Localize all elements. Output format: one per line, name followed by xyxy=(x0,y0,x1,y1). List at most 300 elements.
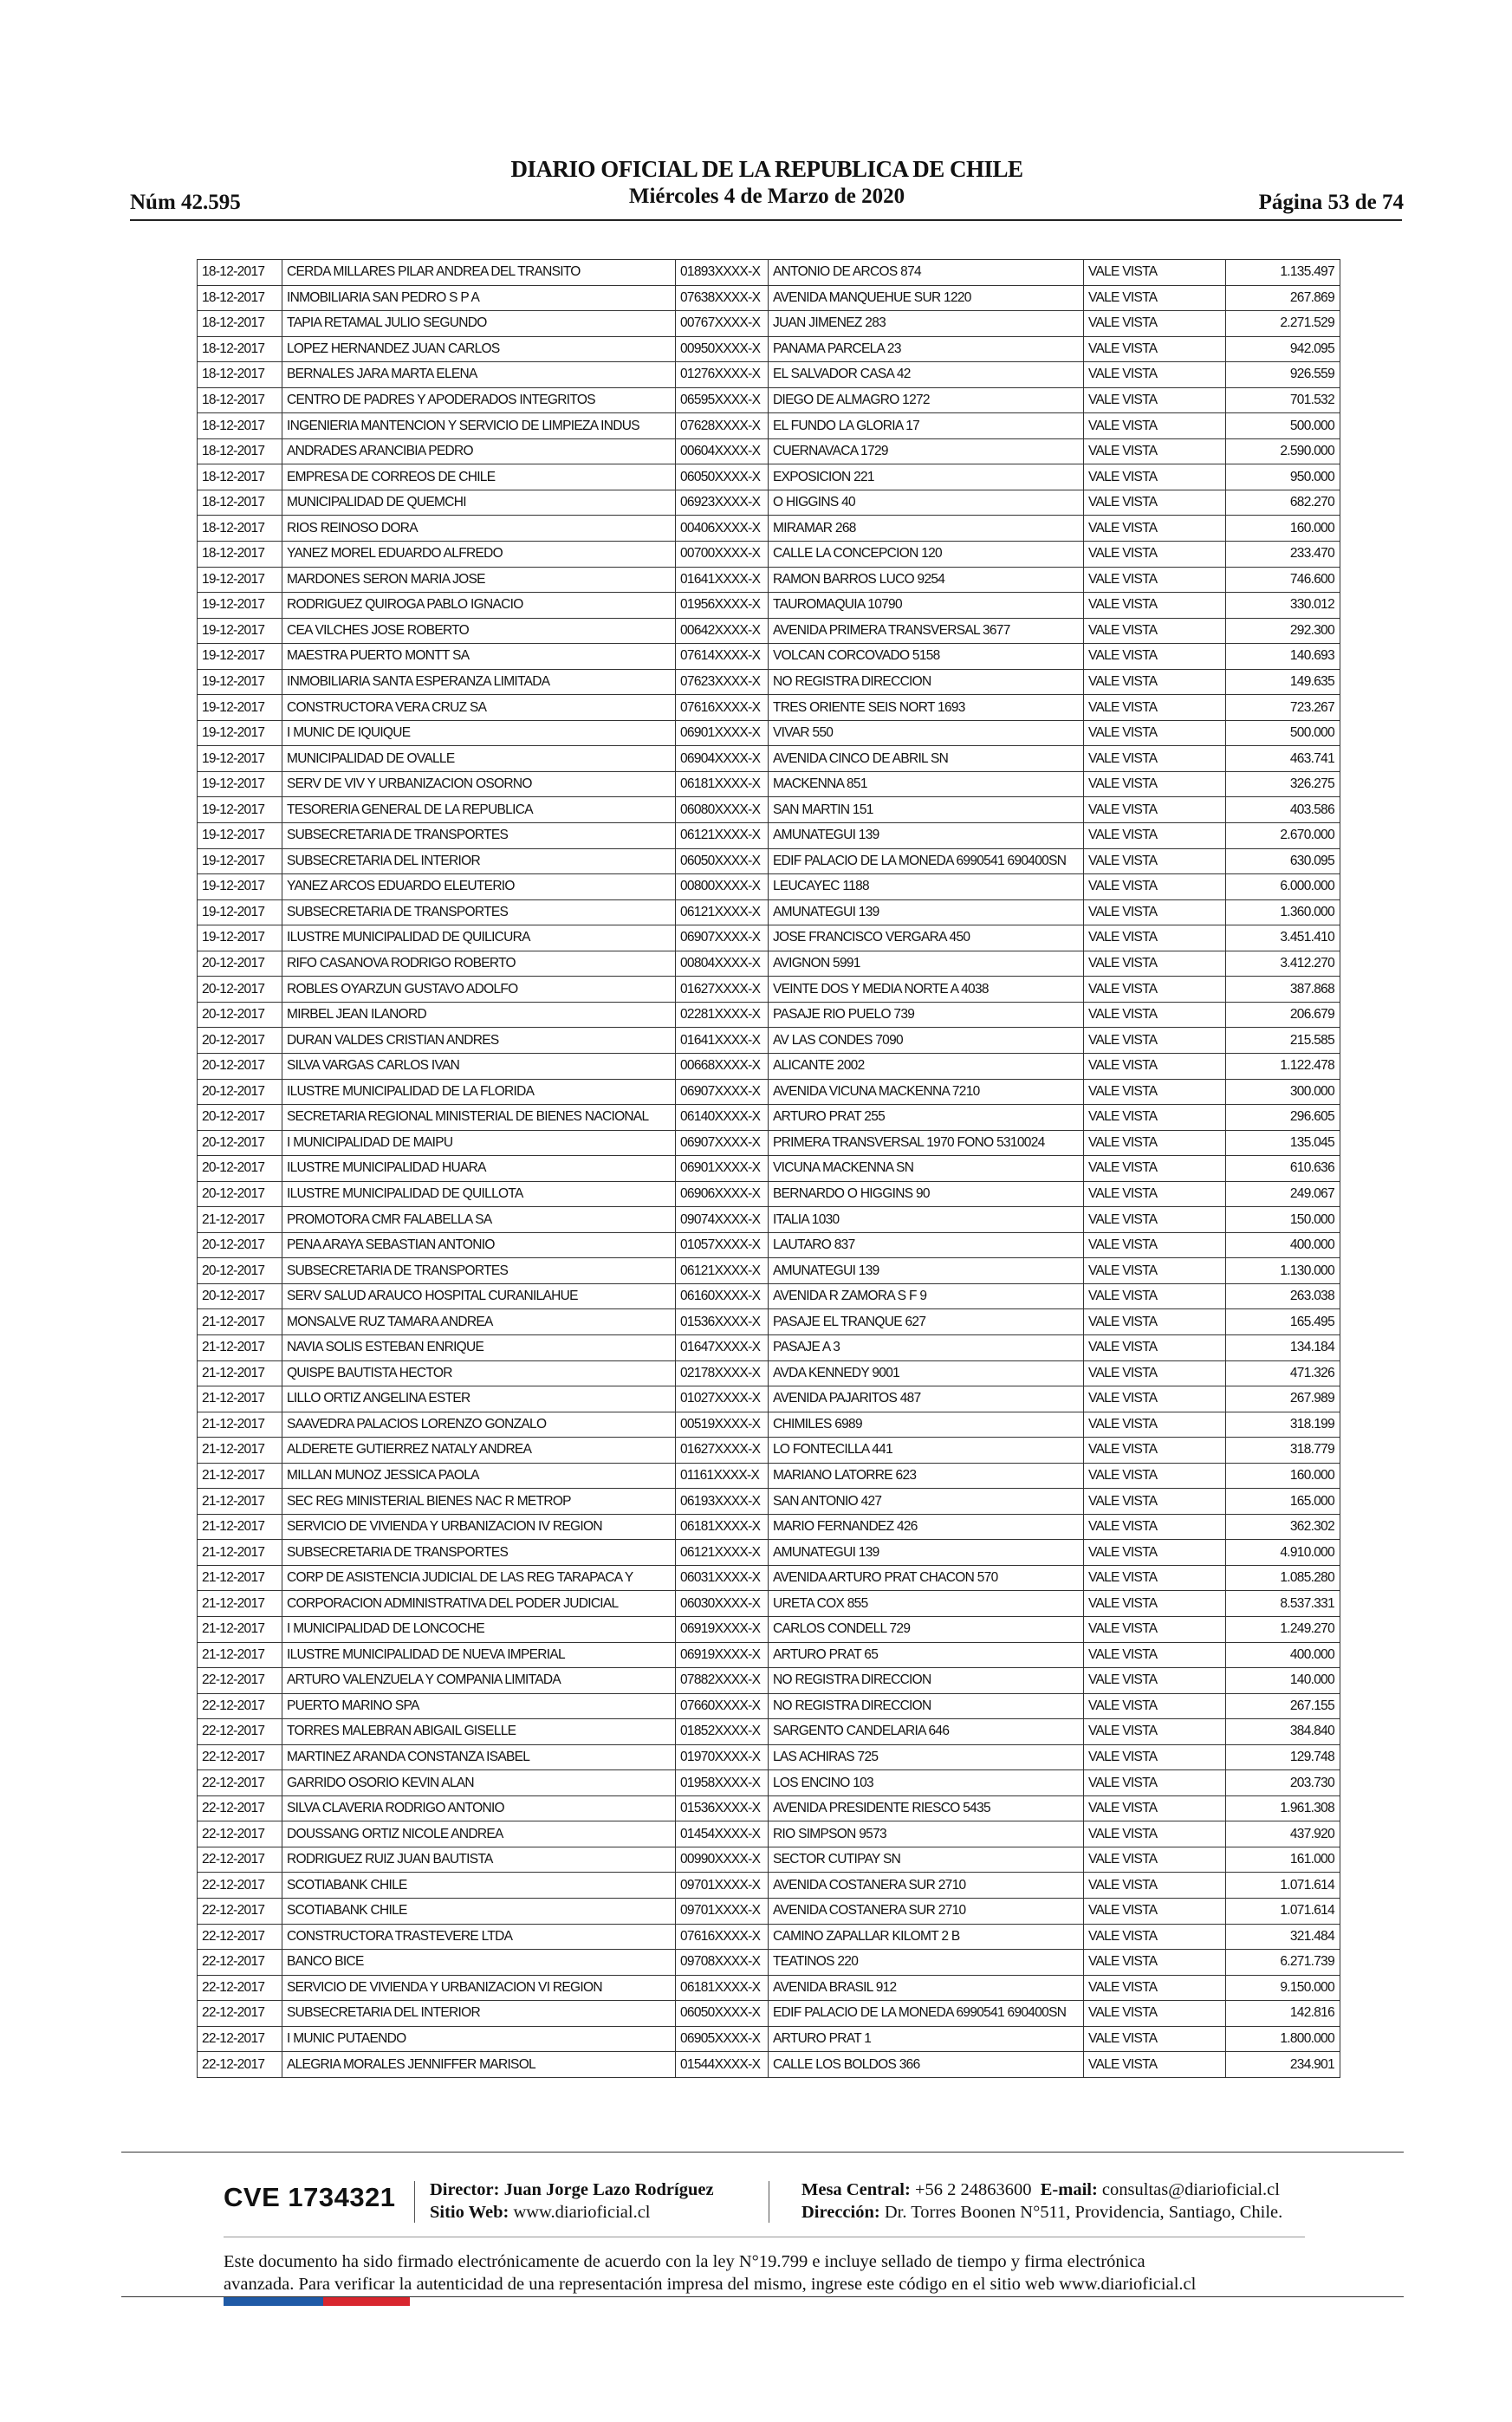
amount-cell: 2.271.529 xyxy=(1226,311,1340,337)
rut-cell: 06181XXXX-X xyxy=(676,1514,769,1540)
beneficiary-cell: TAPIA RETAMAL JULIO SEGUNDO xyxy=(282,311,676,337)
date-cell: 20-12-2017 xyxy=(198,977,282,1003)
table-row xyxy=(198,1770,1340,1796)
rut-cell: 06160XXXX-X xyxy=(676,1283,769,1309)
address-cell: NO REGISTRA DIRECCION xyxy=(769,1693,1084,1719)
date-cell: 21-12-2017 xyxy=(198,1463,282,1489)
amount-cell: 1.360.000 xyxy=(1226,899,1340,925)
table-row xyxy=(198,1642,1340,1668)
date-cell: 20-12-2017 xyxy=(198,1053,282,1079)
address-cell: MACKENNA 851 xyxy=(769,771,1084,797)
email-link[interactable]: consultas@diarioficial.cl xyxy=(1101,2180,1280,2199)
amount-cell: 682.270 xyxy=(1226,490,1340,516)
date-cell: 19-12-2017 xyxy=(198,925,282,951)
amount-cell: 746.600 xyxy=(1226,567,1340,593)
table-row xyxy=(198,1591,1340,1617)
date-cell: 20-12-2017 xyxy=(198,1079,282,1105)
table-row xyxy=(198,490,1340,516)
rut-cell: 06121XXXX-X xyxy=(676,1540,769,1566)
table-row xyxy=(198,925,1340,951)
payment-type-cell: VALE VISTA xyxy=(1084,1386,1226,1412)
amount-cell: 135.045 xyxy=(1226,1130,1340,1156)
date-cell: 19-12-2017 xyxy=(198,899,282,925)
rut-cell: 06181XXXX-X xyxy=(676,771,769,797)
mesa-label: Mesa Central: xyxy=(801,2180,911,2199)
site-link[interactable]: www.diarioficial.cl xyxy=(513,2203,651,2222)
masthead xyxy=(130,156,1404,209)
beneficiary-cell: SUBSECRETARIA DE TRANSPORTES xyxy=(282,899,676,925)
director-name: Juan Jorge Lazo Rodríguez xyxy=(503,2180,714,2199)
beneficiary-cell: MUNICIPALIDAD DE OVALLE xyxy=(282,746,676,772)
address-cell: AVIGNON 5991 xyxy=(769,951,1084,977)
beneficiary-cell: BERNALES JARA MARTA ELENA xyxy=(282,362,676,388)
address-cell: LAUTARO 837 xyxy=(769,1232,1084,1258)
table-row xyxy=(198,823,1340,849)
payment-type-cell: VALE VISTA xyxy=(1084,1950,1226,1976)
payment-type-cell: VALE VISTA xyxy=(1084,1207,1226,1233)
table-row xyxy=(198,618,1340,644)
date-cell: 21-12-2017 xyxy=(198,1412,282,1438)
date-cell: 19-12-2017 xyxy=(198,567,282,593)
rut-cell: 01641XXXX-X xyxy=(676,1028,769,1054)
address-cell: MARIANO LATORRE 623 xyxy=(769,1463,1084,1489)
amount-cell: 1.135.497 xyxy=(1226,260,1340,286)
beneficiary-cell: RODRIGUEZ RUIZ JUAN BAUTISTA xyxy=(282,1847,676,1873)
table-row xyxy=(198,542,1340,568)
payment-type-cell: VALE VISTA xyxy=(1084,1642,1226,1668)
date-cell: 22-12-2017 xyxy=(198,1975,282,2001)
payment-type-cell: VALE VISTA xyxy=(1084,1770,1226,1796)
amount-cell: 160.000 xyxy=(1226,516,1340,542)
address-cell: PRIMERA TRANSVERSAL 1970 FONO 5310024 xyxy=(769,1130,1084,1156)
table-row xyxy=(198,1950,1340,1976)
table-row xyxy=(198,362,1340,388)
table-row xyxy=(198,516,1340,542)
date-cell: 18-12-2017 xyxy=(198,413,282,439)
payment-type-cell: VALE VISTA xyxy=(1084,2026,1226,2052)
payment-type-cell: VALE VISTA xyxy=(1084,336,1226,362)
address-cell: SAN MARTIN 151 xyxy=(769,797,1084,823)
rut-cell: 09708XXXX-X xyxy=(676,1950,769,1976)
payment-type-cell: VALE VISTA xyxy=(1084,848,1226,874)
date-cell: 19-12-2017 xyxy=(198,618,282,644)
payment-type-cell: VALE VISTA xyxy=(1084,1540,1226,1566)
date-cell: 22-12-2017 xyxy=(198,1847,282,1873)
address-cell: URETA COX 855 xyxy=(769,1591,1084,1617)
date-cell: 18-12-2017 xyxy=(198,260,282,286)
legal-line: Este documento ha sido firmado electrónicamente de acuerdo con la ley N°19.799 e incluye sellado de tiempo y firma electrónica xyxy=(224,2252,1145,2271)
payment-type-cell: VALE VISTA xyxy=(1084,1899,1226,1925)
rut-cell: 01544XXXX-X xyxy=(676,2052,769,2078)
rut-cell: 00406XXXX-X xyxy=(676,516,769,542)
amount-cell: 142.816 xyxy=(1226,2001,1340,2027)
rut-cell: 06923XXXX-X xyxy=(676,490,769,516)
address-cell: AVENIDA VICUNA MACKENNA 7210 xyxy=(769,1079,1084,1105)
amount-cell: 437.920 xyxy=(1226,1821,1340,1847)
payment-type-cell: VALE VISTA xyxy=(1084,1181,1226,1207)
table-row xyxy=(198,746,1340,772)
table-row xyxy=(198,1207,1340,1233)
table-row xyxy=(198,669,1340,695)
address-cell: AVENIDA R ZAMORA S F 9 xyxy=(769,1283,1084,1309)
address-cell: VEINTE DOS Y MEDIA NORTE A 4038 xyxy=(769,977,1084,1003)
email-label: E-mail: xyxy=(1040,2180,1098,2199)
address-cell: CALLE LOS BOLDOS 366 xyxy=(769,2052,1084,2078)
amount-cell: 500.000 xyxy=(1226,413,1340,439)
rut-cell: 06140XXXX-X xyxy=(676,1105,769,1131)
payment-type-cell: VALE VISTA xyxy=(1084,644,1226,670)
rut-cell: 06050XXXX-X xyxy=(676,464,769,490)
payment-type-cell: VALE VISTA xyxy=(1084,1156,1226,1182)
beneficiary-cell: CEA VILCHES JOSE ROBERTO xyxy=(282,618,676,644)
rut-cell: 06030XXXX-X xyxy=(676,1591,769,1617)
amount-cell: 267.989 xyxy=(1226,1386,1340,1412)
date-cell: 19-12-2017 xyxy=(198,644,282,670)
page-number: Página 53 de 74 xyxy=(1258,191,1404,214)
beneficiary-cell: SERVICIO DE VIVIENDA Y URBANIZACION IV REGION xyxy=(282,1514,676,1540)
date-cell: 21-12-2017 xyxy=(198,1309,282,1335)
address-cell: PANAMA PARCELA 23 xyxy=(769,336,1084,362)
rut-cell: 06031XXXX-X xyxy=(676,1565,769,1591)
amount-cell: 1.071.614 xyxy=(1226,1873,1340,1899)
beneficiary-cell: LILLO ORTIZ ANGELINA ESTER xyxy=(282,1386,676,1412)
rut-cell: 06907XXXX-X xyxy=(676,1130,769,1156)
payment-type-cell: VALE VISTA xyxy=(1084,1668,1226,1694)
payment-type-cell: VALE VISTA xyxy=(1084,1975,1226,2001)
address-cell: AVENIDA PRIMERA TRANSVERSAL 3677 xyxy=(769,618,1084,644)
amount-cell: 300.000 xyxy=(1226,1079,1340,1105)
beneficiary-cell: SEC REG MINISTERIAL BIENES NAC R METROP xyxy=(282,1489,676,1515)
date-cell: 22-12-2017 xyxy=(198,1668,282,1694)
rut-cell: 01647XXXX-X xyxy=(676,1334,769,1360)
payment-type-cell: VALE VISTA xyxy=(1084,1591,1226,1617)
beneficiary-cell: CONSTRUCTORA TRASTEVERE LTDA xyxy=(282,1924,676,1950)
payment-type-cell: VALE VISTA xyxy=(1084,1309,1226,1335)
amount-cell: 140.000 xyxy=(1226,1668,1340,1694)
table-row xyxy=(198,899,1340,925)
address-cell: DIEGO DE ALMAGRO 1272 xyxy=(769,387,1084,413)
beneficiary-cell: PUERTO MARINO SPA xyxy=(282,1693,676,1719)
date-cell: 20-12-2017 xyxy=(198,951,282,977)
rut-cell: 00800XXXX-X xyxy=(676,874,769,900)
table-row xyxy=(198,387,1340,413)
amount-cell: 9.150.000 xyxy=(1226,1975,1340,2001)
date-cell: 19-12-2017 xyxy=(198,797,282,823)
address-cell: EDIF PALACIO DE LA MONEDA 6990541 690400SN xyxy=(769,848,1084,874)
address-cell: EL SALVADOR CASA 42 xyxy=(769,362,1084,388)
table-row xyxy=(198,1873,1340,1899)
amount-cell: 150.000 xyxy=(1226,1207,1340,1233)
address-cell: SECTOR CUTIPAY SN xyxy=(769,1847,1084,1873)
payment-type-cell: VALE VISTA xyxy=(1084,567,1226,593)
date-cell: 18-12-2017 xyxy=(198,542,282,568)
table-row xyxy=(198,2026,1340,2052)
payment-type-cell: VALE VISTA xyxy=(1084,387,1226,413)
beneficiary-cell: MIRBEL JEAN ILANORD xyxy=(282,1002,676,1028)
payment-type-cell: VALE VISTA xyxy=(1084,720,1226,746)
address-label: Dirección: xyxy=(801,2203,880,2222)
rut-cell: 00519XXXX-X xyxy=(676,1412,769,1438)
beneficiary-cell: ARTURO VALENZUELA Y COMPANIA LIMITADA xyxy=(282,1668,676,1694)
brand-bar-red xyxy=(323,2297,410,2306)
beneficiary-cell: MUNICIPALIDAD DE QUEMCHI xyxy=(282,490,676,516)
amount-cell: 384.840 xyxy=(1226,1719,1340,1745)
page-header xyxy=(130,156,1404,225)
table-row xyxy=(198,1412,1340,1438)
publication-title: DIARIO OFICIAL DE LA REPUBLICA DE CHILE xyxy=(510,156,1023,182)
amount-cell: 318.779 xyxy=(1226,1438,1340,1464)
payment-type-cell: VALE VISTA xyxy=(1084,542,1226,568)
amount-cell: 215.585 xyxy=(1226,1028,1340,1054)
address-cell: EL FUNDO LA GLORIA 17 xyxy=(769,413,1084,439)
address-cell: CALLE LA CONCEPCION 120 xyxy=(769,542,1084,568)
address-cell: AVENIDA COSTANERA SUR 2710 xyxy=(769,1873,1084,1899)
date-cell: 21-12-2017 xyxy=(198,1386,282,1412)
date-cell: 20-12-2017 xyxy=(198,1258,282,1284)
date-cell: 21-12-2017 xyxy=(198,1540,282,1566)
beneficiary-cell: NAVIA SOLIS ESTEBAN ENRIQUE xyxy=(282,1334,676,1360)
table-row xyxy=(198,1514,1340,1540)
date-cell: 22-12-2017 xyxy=(198,1821,282,1847)
amount-cell: 206.679 xyxy=(1226,1002,1340,1028)
table-row xyxy=(198,1975,1340,2001)
beneficiary-cell: CENTRO DE PADRES Y APODERADOS INTEGRITOS xyxy=(282,387,676,413)
payment-type-cell: VALE VISTA xyxy=(1084,771,1226,797)
date-cell: 18-12-2017 xyxy=(198,336,282,362)
rut-cell: 06050XXXX-X xyxy=(676,848,769,874)
address-cell: BERNARDO O HIGGINS 90 xyxy=(769,1181,1084,1207)
beneficiary-cell: SUBSECRETARIA DE TRANSPORTES xyxy=(282,823,676,849)
table-row xyxy=(198,1156,1340,1182)
payment-type-cell: VALE VISTA xyxy=(1084,464,1226,490)
rut-cell: 06907XXXX-X xyxy=(676,1079,769,1105)
table-row xyxy=(198,1028,1340,1054)
date-cell: 20-12-2017 xyxy=(198,1002,282,1028)
payment-type-cell: VALE VISTA xyxy=(1084,1438,1226,1464)
address-cell: PASAJE A 3 xyxy=(769,1334,1084,1360)
payment-type-cell: VALE VISTA xyxy=(1084,1283,1226,1309)
date-cell: 22-12-2017 xyxy=(198,1899,282,1925)
payment-type-cell: VALE VISTA xyxy=(1084,1565,1226,1591)
date-cell: 19-12-2017 xyxy=(198,669,282,695)
rut-cell: 01893XXXX-X xyxy=(676,260,769,286)
payment-type-cell: VALE VISTA xyxy=(1084,1258,1226,1284)
table-row xyxy=(198,1899,1340,1925)
table-row xyxy=(198,336,1340,362)
beneficiary-cell: RIOS REINOSO DORA xyxy=(282,516,676,542)
payment-type-cell: VALE VISTA xyxy=(1084,2001,1226,2027)
rut-cell: 00668XXXX-X xyxy=(676,1053,769,1079)
rut-cell: 02281XXXX-X xyxy=(676,1002,769,1028)
rut-cell: 07660XXXX-X xyxy=(676,1693,769,1719)
payment-type-cell: VALE VISTA xyxy=(1084,899,1226,925)
rut-cell: 06080XXXX-X xyxy=(676,797,769,823)
rut-cell: 02178XXXX-X xyxy=(676,1360,769,1386)
date-cell: 22-12-2017 xyxy=(198,1719,282,1745)
address-cell: ARTURO PRAT 65 xyxy=(769,1642,1084,1668)
address-cell: LO FONTECILLA 441 xyxy=(769,1438,1084,1464)
amount-cell: 463.741 xyxy=(1226,746,1340,772)
payment-type-cell: VALE VISTA xyxy=(1084,362,1226,388)
rut-cell: 06906XXXX-X xyxy=(676,1181,769,1207)
beneficiary-cell: INGENIERIA MANTENCION Y SERVICIO DE LIMPIEZA INDUS xyxy=(282,413,676,439)
date-cell: 22-12-2017 xyxy=(198,1924,282,1950)
address-cell: TRES ORIENTE SEIS NORT 1693 xyxy=(769,695,1084,721)
beneficiary-cell: ROBLES OYARZUN GUSTAVO ADOLFO xyxy=(282,977,676,1003)
amount-cell: 1.800.000 xyxy=(1226,2026,1340,2052)
beneficiary-cell: CONSTRUCTORA VERA CRUZ SA xyxy=(282,695,676,721)
beneficiary-cell: MONSALVE RUZ TAMARA ANDREA xyxy=(282,1309,676,1335)
date-cell: 22-12-2017 xyxy=(198,1795,282,1821)
beneficiary-cell: I MUNICIPALIDAD DE MAIPU xyxy=(282,1130,676,1156)
beneficiary-cell: ILUSTRE MUNICIPALIDAD DE LA FLORIDA xyxy=(282,1079,676,1105)
amount-cell: 6.271.739 xyxy=(1226,1950,1340,1976)
table-row xyxy=(198,1744,1340,1770)
beneficiary-cell: I MUNICIPALIDAD DE LONCOCHE xyxy=(282,1616,676,1642)
beneficiary-cell: SAAVEDRA PALACIOS LORENZO GONZALO xyxy=(282,1412,676,1438)
legal-notice xyxy=(224,2250,1350,2295)
beneficiary-cell: ILUSTRE MUNICIPALIDAD DE NUEVA IMPERIAL xyxy=(282,1642,676,1668)
payment-type-cell: VALE VISTA xyxy=(1084,1795,1226,1821)
amount-cell: 387.868 xyxy=(1226,977,1340,1003)
amount-cell: 2.670.000 xyxy=(1226,823,1340,849)
date-cell: 18-12-2017 xyxy=(198,438,282,464)
beneficiary-cell: QUISPE BAUTISTA HECTOR xyxy=(282,1360,676,1386)
address-cell: AMUNATEGUI 139 xyxy=(769,1258,1084,1284)
address-cell: MIRAMAR 268 xyxy=(769,516,1084,542)
date-cell: 20-12-2017 xyxy=(198,1130,282,1156)
beneficiary-cell: SCOTIABANK CHILE xyxy=(282,1873,676,1899)
beneficiary-cell: LOPEZ HERNANDEZ JUAN CARLOS xyxy=(282,336,676,362)
table-row xyxy=(198,720,1340,746)
address-cell: LEUCAYEC 1188 xyxy=(769,874,1084,900)
beneficiary-cell: ILUSTRE MUNICIPALIDAD HUARA xyxy=(282,1156,676,1182)
address-cell: SARGENTO CANDELARIA 646 xyxy=(769,1719,1084,1745)
payment-type-cell: VALE VISTA xyxy=(1084,1334,1226,1360)
payment-type-cell: VALE VISTA xyxy=(1084,1719,1226,1745)
payment-type-cell: VALE VISTA xyxy=(1084,1821,1226,1847)
table-row xyxy=(198,1463,1340,1489)
address-cell: NO REGISTRA DIRECCION xyxy=(769,669,1084,695)
payment-type-cell: VALE VISTA xyxy=(1084,797,1226,823)
amount-cell: 8.537.331 xyxy=(1226,1591,1340,1617)
payment-type-cell: VALE VISTA xyxy=(1084,2052,1226,2078)
address-cell: AVENIDA PRESIDENTE RIESCO 5435 xyxy=(769,1795,1084,1821)
rut-cell: 01057XXXX-X xyxy=(676,1232,769,1258)
table-row xyxy=(198,1232,1340,1258)
footer-separator xyxy=(414,2181,415,2223)
amount-cell: 1.085.280 xyxy=(1226,1565,1340,1591)
rut-cell: 01536XXXX-X xyxy=(676,1795,769,1821)
payment-type-cell: VALE VISTA xyxy=(1084,1489,1226,1515)
payment-type-cell: VALE VISTA xyxy=(1084,1873,1226,1899)
payment-type-cell: VALE VISTA xyxy=(1084,1463,1226,1489)
table-row xyxy=(198,438,1340,464)
payment-type-cell: VALE VISTA xyxy=(1084,874,1226,900)
table-row xyxy=(198,1360,1340,1386)
rut-cell: 06907XXXX-X xyxy=(676,925,769,951)
payment-type-cell: VALE VISTA xyxy=(1084,1693,1226,1719)
rut-cell: 01161XXXX-X xyxy=(676,1463,769,1489)
table-row xyxy=(198,1105,1340,1131)
table-row xyxy=(198,1386,1340,1412)
amount-cell: 161.000 xyxy=(1226,1847,1340,1873)
brand-bar-blue xyxy=(224,2297,323,2306)
rut-cell: 06193XXXX-X xyxy=(676,1489,769,1515)
table-row xyxy=(198,1053,1340,1079)
amount-cell: 129.748 xyxy=(1226,1744,1340,1770)
address-cell: RAMON BARROS LUCO 9254 xyxy=(769,567,1084,593)
payment-type-cell: VALE VISTA xyxy=(1084,925,1226,951)
rut-cell: 07628XXXX-X xyxy=(676,413,769,439)
address-cell: AVENIDA PAJARITOS 487 xyxy=(769,1386,1084,1412)
rut-cell: 07882XXXX-X xyxy=(676,1668,769,1694)
address-cell: AV LAS CONDES 7090 xyxy=(769,1028,1084,1054)
address-cell: AVDA KENNEDY 9001 xyxy=(769,1360,1084,1386)
payment-type-cell: VALE VISTA xyxy=(1084,695,1226,721)
rut-cell: 00767XXXX-X xyxy=(676,311,769,337)
address-cell: PASAJE RIO PUELO 739 xyxy=(769,1002,1084,1028)
table-row xyxy=(198,260,1340,286)
beneficiary-cell: GARRIDO OSORIO KEVIN ALAN xyxy=(282,1770,676,1796)
date-cell: 20-12-2017 xyxy=(198,1105,282,1131)
address-cell: CAMINO ZAPALLAR KILOMT 2 B xyxy=(769,1924,1084,1950)
table-row xyxy=(198,285,1340,311)
date-cell: 19-12-2017 xyxy=(198,720,282,746)
table-row xyxy=(198,1565,1340,1591)
site-label: Sitio Web: xyxy=(430,2203,509,2222)
amount-cell: 3.451.410 xyxy=(1226,925,1340,951)
payment-type-cell: VALE VISTA xyxy=(1084,516,1226,542)
rut-cell: 01641XXXX-X xyxy=(676,567,769,593)
date-cell: 21-12-2017 xyxy=(198,1565,282,1591)
date-cell: 21-12-2017 xyxy=(198,1616,282,1642)
amount-cell: 165.495 xyxy=(1226,1309,1340,1335)
rut-cell: 01536XXXX-X xyxy=(676,1309,769,1335)
beneficiary-cell: INMOBILIARIA SANTA ESPERANZA LIMITADA xyxy=(282,669,676,695)
amount-cell: 723.267 xyxy=(1226,695,1340,721)
date-cell: 22-12-2017 xyxy=(198,2052,282,2078)
beneficiary-cell: SUBSECRETARIA DEL INTERIOR xyxy=(282,848,676,874)
table-row xyxy=(198,644,1340,670)
amount-cell: 233.470 xyxy=(1226,542,1340,568)
footer-contact-block xyxy=(801,2179,1282,2224)
rut-cell: 06181XXXX-X xyxy=(676,1975,769,2001)
date-cell: 20-12-2017 xyxy=(198,1283,282,1309)
payment-type-cell: VALE VISTA xyxy=(1084,311,1226,337)
address-cell: VOLCAN CORCOVADO 5158 xyxy=(769,644,1084,670)
payment-type-cell: VALE VISTA xyxy=(1084,1514,1226,1540)
address-cell: ITALIA 1030 xyxy=(769,1207,1084,1233)
date-cell: 21-12-2017 xyxy=(198,1207,282,1233)
table-row xyxy=(198,1795,1340,1821)
date-cell: 22-12-2017 xyxy=(198,1693,282,1719)
amount-cell: 326.275 xyxy=(1226,771,1340,797)
beneficiary-cell: MARTINEZ ARANDA CONSTANZA ISABEL xyxy=(282,1744,676,1770)
address-cell: TAUROMAQUIA 10790 xyxy=(769,593,1084,619)
address-cell: AVENIDA CINCO DE ABRIL SN xyxy=(769,746,1084,772)
table-row xyxy=(198,1924,1340,1950)
rut-cell: 06919XXXX-X xyxy=(676,1616,769,1642)
address-cell: VIVAR 550 xyxy=(769,720,1084,746)
address-cell: EDIF PALACIO DE LA MONEDA 6990541 690400SN xyxy=(769,2001,1084,2027)
payment-type-cell: VALE VISTA xyxy=(1084,1616,1226,1642)
table-row xyxy=(198,2052,1340,2078)
table-row xyxy=(198,874,1340,900)
rut-cell: 06595XXXX-X xyxy=(676,387,769,413)
rut-cell: 07616XXXX-X xyxy=(676,1924,769,1950)
beneficiary-cell: SILVA CLAVERIA RODRIGO ANTONIO xyxy=(282,1795,676,1821)
